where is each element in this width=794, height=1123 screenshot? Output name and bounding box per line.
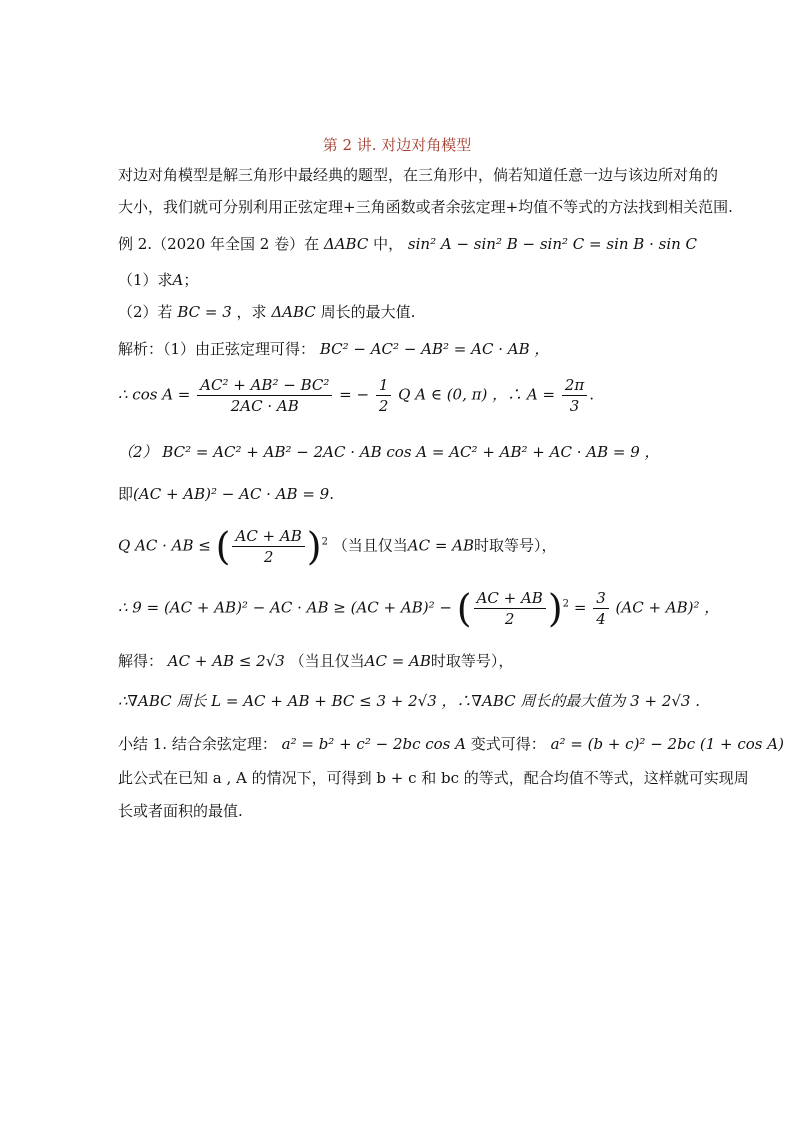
q1-suffix: ； — [183, 271, 199, 289]
cos-a-fraction — [197, 375, 332, 416]
l9-equals: = — [573, 598, 587, 617]
answer-a-numerator: 2π — [562, 375, 587, 396]
l10-equation: AC + AB ≤ 2√3 — [167, 652, 285, 670]
summary-line-3: 长或者面积的最值. — [118, 802, 243, 820]
cos-a-denominator: 2AC · AB — [230, 397, 299, 415]
l10-note: （当且仅当 — [289, 652, 365, 670]
example-statement — [118, 233, 697, 254]
solution-line-8: ∴∇ABC 周长 L = AC + AB + BC ≤ 3 + 2√3 ，∴∇ABC 周长的最大值为 3 + 2√3 . — [118, 692, 700, 710]
solution-line-4 — [118, 483, 334, 504]
l8-prefix: Q AC · AB ≤ — [118, 536, 211, 555]
answer-a-fraction — [562, 375, 587, 416]
q2-triangle: ΔABC — [271, 303, 316, 321]
cos-a-numerator: AC² + AB² − BC² — [197, 375, 332, 396]
l7-prefix: 即 — [118, 485, 134, 503]
l8-numerator: AC + AB — [232, 526, 304, 547]
example-mid: 中， — [373, 235, 404, 253]
answer-a-end: . — [589, 385, 595, 404]
q2-equation: BC = 3 — [177, 303, 232, 321]
half-fraction — [376, 375, 392, 416]
l10-condition: AC = AB — [364, 652, 431, 670]
answer-a-lhs: ，∴ A = — [492, 385, 556, 404]
l9-denominator: 2 — [504, 610, 515, 628]
solution-line-7 — [118, 650, 513, 671]
l9-prefix: ∴ 9 = (AC + AB)² − AC · AB ≥ (AC + AB)² − — [118, 598, 452, 617]
solution-line-2 — [118, 375, 594, 416]
summary-mid: 变式可得： — [470, 735, 546, 753]
cos-a-equals: = − — [339, 385, 370, 404]
l10-prefix: 解得： — [118, 652, 164, 670]
angle-range: Q A ∈ (0, π) — [398, 385, 488, 404]
l9-fn: 3 — [593, 588, 609, 609]
solution-line-5: Q AC · AB ≤ ( $\frac{AC + AB}{2}$ )$^2$ （当且仅当AC = AB时取等号）， — [118, 524, 557, 569]
summary-equation-1: a² = b² + c² − 2bc cos A — [281, 735, 466, 753]
l10-note-end: 时取等号）， — [430, 652, 514, 670]
solution-line-1 — [118, 338, 549, 359]
half-denominator: 2 — [378, 397, 389, 415]
solution-line-3: （2） BC² = AC² + AB² − 2AC · AB cos A = AC² + AB² + AC · AB = 9 ， — [118, 443, 660, 461]
section-title: 第 2 讲. 对边对角模型 — [322, 136, 472, 154]
solution-line-6: ∴ 9 = (AC + AB)² − AC · AB ≥ (AC + AB)² − ( $\frac{AC + AB}{2}$ )$^2$ = $\frac{3}{4}$ (AC + AB)² ， — [118, 586, 720, 631]
l7-end: . — [329, 485, 335, 503]
l8-condition: AC = AB — [407, 536, 475, 555]
solution-prefix: 解析：（1）由正弦定理可得： — [118, 340, 316, 358]
l9-fd: 4 — [596, 610, 606, 628]
l8-fraction — [232, 526, 304, 567]
example-label: 例 2.（2020 年全国 2 卷）在 — [118, 235, 320, 253]
q2-mid: ，求 — [236, 303, 267, 321]
intro-line-1: 对边对角模型是解三角形中最经典的题型，在三角形中，倘若知道任意一边与该边所对角的 — [118, 166, 719, 184]
l9-fraction — [474, 588, 546, 629]
l8-note-end: 时取等号）， — [474, 536, 557, 555]
example-triangle: ΔABC — [323, 235, 369, 253]
example-equation: sin² A − sin² B − sin² C = sin B · sin C — [407, 235, 698, 253]
summary-line-1 — [118, 733, 784, 754]
l8-note: （当且仅当 — [332, 536, 408, 555]
solution-equation: BC² − AC² − AB² = AC · AB ， — [319, 340, 550, 358]
l9-three-quarters — [593, 588, 609, 629]
l8-denominator: 2 — [263, 548, 274, 566]
summary-prefix: 小结 1. 结合余弦定理： — [118, 735, 277, 753]
l7-equation: (AC + AB)² − AC · AB = 9 — [133, 485, 330, 503]
q1-prefix: （1）求 — [118, 271, 173, 289]
summary-line-2: 此公式在已知 a , A 的情况下，可得到 b + c 和 bc 的等式，配合均值不等式，这样就可实现周 — [118, 769, 749, 787]
answer-a-denominator: 3 — [569, 397, 580, 415]
q2-suffix: 周长的最大值. — [320, 303, 416, 321]
cos-a-lhs: ∴ cos A = — [118, 385, 191, 404]
question-2 — [118, 301, 415, 322]
l9-end: (AC + AB)² ， — [615, 598, 720, 617]
question-1 — [118, 269, 198, 290]
summary-equation-2: a² = (b + c)² − 2bc (1 + cos A) — [550, 735, 784, 753]
half-numerator: 1 — [376, 375, 392, 396]
intro-line-2: 大小，我们就可分别利用正弦定理+三角函数或者余弦定理+均值不等式的方法找到相关范围. — [118, 198, 733, 216]
q2-prefix: （2）若 — [118, 303, 173, 321]
q1-var: A — [172, 271, 184, 289]
l9-numerator: AC + AB — [474, 588, 546, 609]
